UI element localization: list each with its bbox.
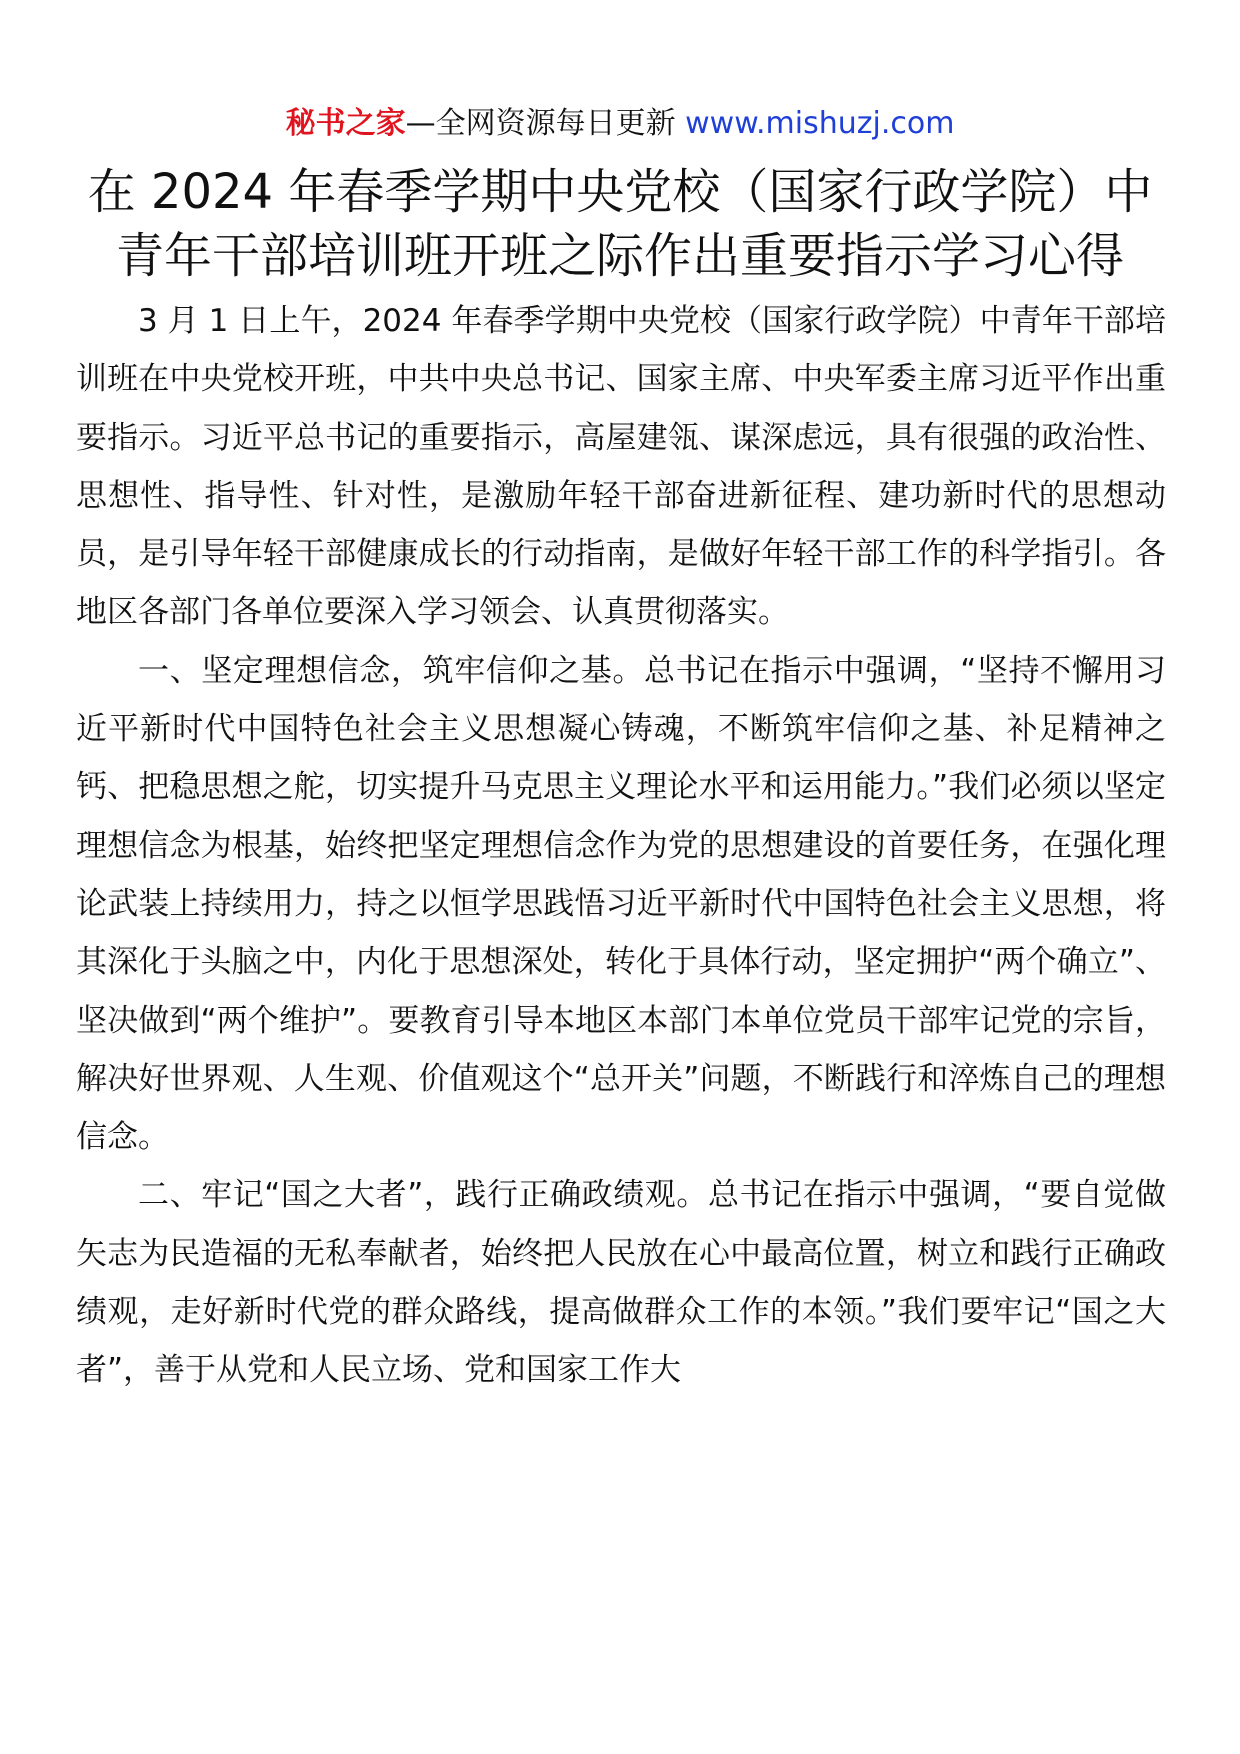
- paragraph-section-two: [76, 1166, 1166, 1399]
- section-heading: 一、坚定理想信念，筑牢信仰之基。: [138, 652, 644, 689]
- brand-name: 秘书之家: [285, 106, 406, 141]
- document-body: [76, 292, 1166, 1400]
- site-slogan: —全网资源每日更新: [405, 106, 686, 141]
- paragraph-text: 总书记在指示中强调，“要自觉做矢志为民造福的无私奉献者，始终把人民放在心中最高位置，树立和践行正确政绩观，走好新时代党的群众路线，提高做群众工作的本领。”我们要牢记“国之大者”，善于从党和人民立场、党和国家工作大: [76, 1177, 1166, 1389]
- site-url-link[interactable]: www.mishuzj.com: [685, 106, 955, 141]
- site-header: [0, 104, 1240, 144]
- paragraph-text: 总书记在指示中强调，“坚持不懈用习近平新时代中国特色社会主义思想凝心铸魂，不断筑牢信仰之基、补足精神之钙、把稳思想之舵，切实提升马克思主义理论水平和运用能力。”我们必须以坚定理想信念为根基，始终把坚定理想信念作为党的思想建设的首要任务，在强化理论武装上持续用力，持之以恒学思践悟习近平新时代中国特色社会主义思想，将其深化于头脑之中，内化于思想深处，转化于具体行动，坚定拥护“两个确立”、坚决做到“两个维护”。要教育引导本地区本部门本单位党员干部牢记党的宗旨，解决好世界观、人生观、价值观这个“总开关”问题，不断践行和淬炼自己的理想信念。: [76, 652, 1166, 1156]
- paragraph-intro: [76, 292, 1166, 642]
- document-title: 在 2024 年春季学期中央党校（国家行政学院）中青年干部培训班开班之际作出重要指示学习心得: [87, 164, 1153, 284]
- paragraph-section-one: [76, 642, 1166, 1167]
- paragraph-text: 3 月 1 日上午，2024 年春季学期中央党校（国家行政学院）中青年干部培训班在中央党校开班，中共中央总书记、国家主席、中央军委主席习近平作出重要指示。习近平总书记的重要指示，高屋建瓴、谋深虑远，具有很强的政治性、思想性、指导性、针对性，是激励年轻干部奋进新征程、建功新时代的思想动员，是引导年轻干部健康成长的行动指南，是做好年轻干部工作的科学指引。各地区各部门各单位要深入学习领会、认真贯彻落实。: [76, 303, 1166, 631]
- section-heading: 二、牢记“国之大者”，践行正确政绩观。: [138, 1177, 708, 1214]
